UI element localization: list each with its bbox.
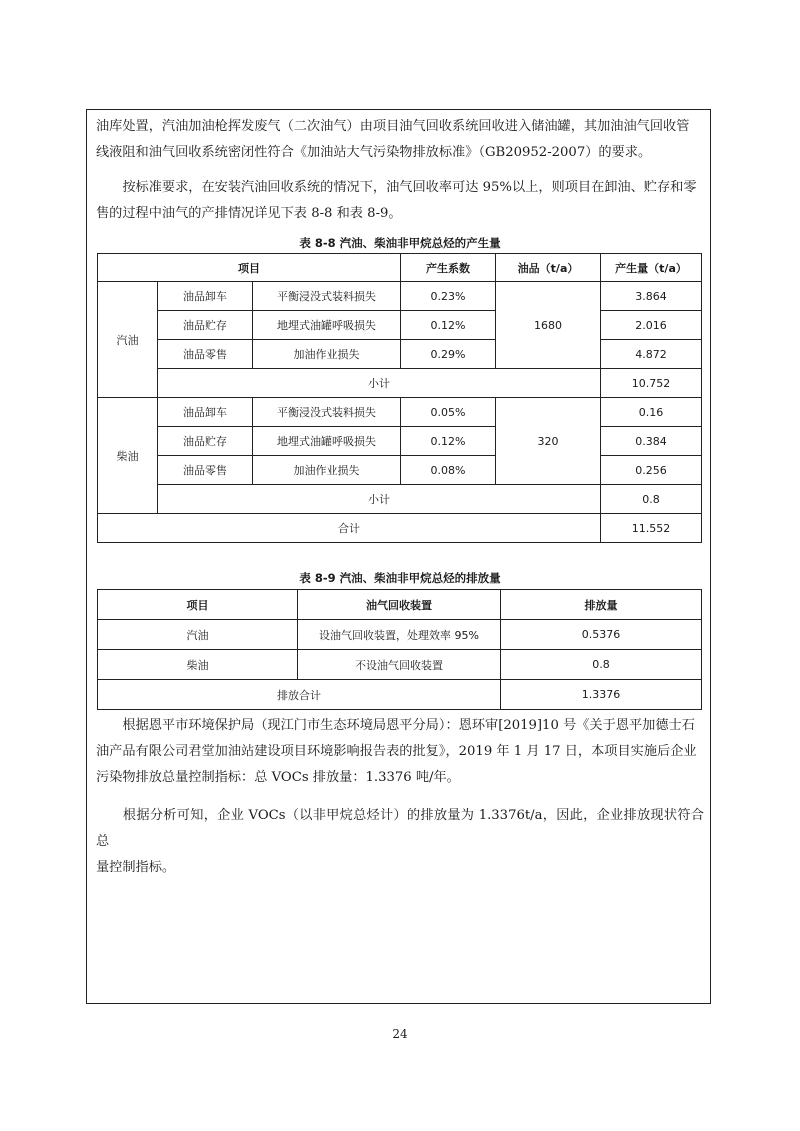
item-cell: 柴油 bbox=[98, 650, 298, 680]
desc-cell: 平衡浸没式装料损失 bbox=[253, 282, 401, 311]
subtotal-row bbox=[98, 369, 702, 398]
total-label: 合计 bbox=[98, 514, 601, 543]
desc-cell: 加油作业损失 bbox=[253, 456, 401, 485]
amount-cell: 3.864 bbox=[601, 282, 702, 311]
stage-cell: 油品贮存 bbox=[158, 311, 253, 340]
text-line: 污染物排放总量控制指标：总 VOCs 排放量：1.3376 吨/年。 bbox=[96, 770, 460, 785]
header-item: 项目 bbox=[98, 590, 298, 620]
total-label: 排放合计 bbox=[98, 680, 501, 710]
coef-cell: 0.12% bbox=[401, 427, 496, 456]
table-row bbox=[98, 456, 702, 485]
header-device: 油气回收装置 bbox=[298, 590, 501, 620]
header-coefficient: 产生系数 bbox=[401, 254, 496, 282]
stage-cell: 油品贮存 bbox=[158, 427, 253, 456]
desc-cell: 地埋式油罐呼吸损失 bbox=[253, 427, 401, 456]
coef-cell: 0.05% bbox=[401, 398, 496, 427]
table-row bbox=[98, 282, 702, 311]
total-row bbox=[98, 680, 702, 710]
table-8-9 bbox=[97, 589, 702, 710]
table-row bbox=[98, 311, 702, 340]
text-line: 油库处置，汽油加油枪挥发废气（二次油气）由项目油气回收系统回收进入储油罐，其加油油气回收管 bbox=[96, 119, 690, 134]
item-cell: 汽油 bbox=[98, 620, 298, 650]
subtotal-value: 0.8 bbox=[601, 485, 702, 514]
table-header-row bbox=[98, 590, 702, 620]
total-value: 11.552 bbox=[601, 514, 702, 543]
text-line: 售的过程中油气的产排情况详见下表 8-8 和表 8-9。 bbox=[96, 206, 402, 221]
amount-cell: 4.872 bbox=[601, 340, 702, 369]
text-line: 线液阻和油气回收系统密闭性符合《加油站大气污染物排放标准》（GB20952-2007）的要求。 bbox=[96, 145, 652, 160]
subtotal-label: 小计 bbox=[158, 369, 601, 398]
device-cell: 不设油气回收装置 bbox=[298, 650, 501, 680]
table-row bbox=[98, 340, 702, 369]
table-row bbox=[98, 398, 702, 427]
paragraph-conclusion bbox=[96, 803, 704, 881]
stage-cell: 油品零售 bbox=[158, 340, 253, 369]
header-item: 项目 bbox=[98, 254, 401, 282]
amount-cell: 0.16 bbox=[601, 398, 702, 427]
coef-cell: 0.23% bbox=[401, 282, 496, 311]
subtotal-value: 10.752 bbox=[601, 369, 702, 398]
table-row bbox=[98, 427, 702, 456]
table-8-8 bbox=[97, 253, 702, 543]
header-amount: 产生量（t/a） bbox=[601, 254, 702, 282]
gasoline-label: 汽油 bbox=[98, 282, 158, 398]
text-line: 量控制指标。 bbox=[96, 860, 176, 875]
desc-cell: 地埋式油罐呼吸损失 bbox=[253, 311, 401, 340]
header-emission: 排放量 bbox=[501, 590, 702, 620]
coef-cell: 0.08% bbox=[401, 456, 496, 485]
text-line: 根据分析可知，企业 VOCs（以非甲烷总烃计）的排放量为 1.3376t/a，因此，企业排放现状符合总 bbox=[96, 808, 704, 849]
gasoline-oil: 1680 bbox=[496, 282, 601, 369]
table-header-row bbox=[98, 254, 702, 282]
coef-cell: 0.12% bbox=[401, 311, 496, 340]
table-row bbox=[98, 650, 702, 680]
diesel-label: 柴油 bbox=[98, 398, 158, 514]
table-row bbox=[98, 620, 702, 650]
stage-cell: 油品卸车 bbox=[158, 282, 253, 311]
coef-cell: 0.29% bbox=[401, 340, 496, 369]
paragraph-intro bbox=[96, 114, 704, 166]
text-line: 油产品有限公司君堂加油站建设项目环境影响报告表的批复》，2019 年 1 月 17 日，本项目实施后企业 bbox=[96, 744, 697, 759]
device-cell: 设油气回收装置，处理效率 95% bbox=[298, 620, 501, 650]
stage-cell: 油品卸车 bbox=[158, 398, 253, 427]
text-line: 按标准要求，在安装汽油回收系统的情况下，油气回收率可达 95%以上，则项目在卸油、贮存和零 bbox=[96, 180, 697, 195]
amount-cell: 0.384 bbox=[601, 427, 702, 456]
page-number: 24 bbox=[392, 1027, 408, 1041]
emission-cell: 0.5376 bbox=[501, 620, 702, 650]
paragraph-approval bbox=[96, 713, 704, 791]
amount-cell: 0.256 bbox=[601, 456, 702, 485]
text-line: 根据恩平市环境保护局（现江门市生态环境局恩平分局）：恩环审[2019]10 号《关于恩平加德士石 bbox=[96, 718, 695, 733]
emission-cell: 0.8 bbox=[501, 650, 702, 680]
desc-cell: 加油作业损失 bbox=[253, 340, 401, 369]
table-8-9-caption: 表 8-9 汽油、柴油非甲烷总烃的排放量 bbox=[299, 571, 501, 585]
header-oil: 油品（t/a） bbox=[496, 254, 601, 282]
subtotal-row bbox=[98, 485, 702, 514]
amount-cell: 2.016 bbox=[601, 311, 702, 340]
total-row bbox=[98, 514, 702, 543]
paragraph-standard bbox=[96, 175, 704, 227]
total-value: 1.3376 bbox=[501, 680, 702, 710]
table-8-8-caption: 表 8-8 汽油、柴油非甲烷总烃的产生量 bbox=[299, 236, 501, 250]
desc-cell: 平衡浸没式装料损失 bbox=[253, 398, 401, 427]
stage-cell: 油品零售 bbox=[158, 456, 253, 485]
subtotal-label: 小计 bbox=[158, 485, 601, 514]
diesel-oil: 320 bbox=[496, 398, 601, 485]
